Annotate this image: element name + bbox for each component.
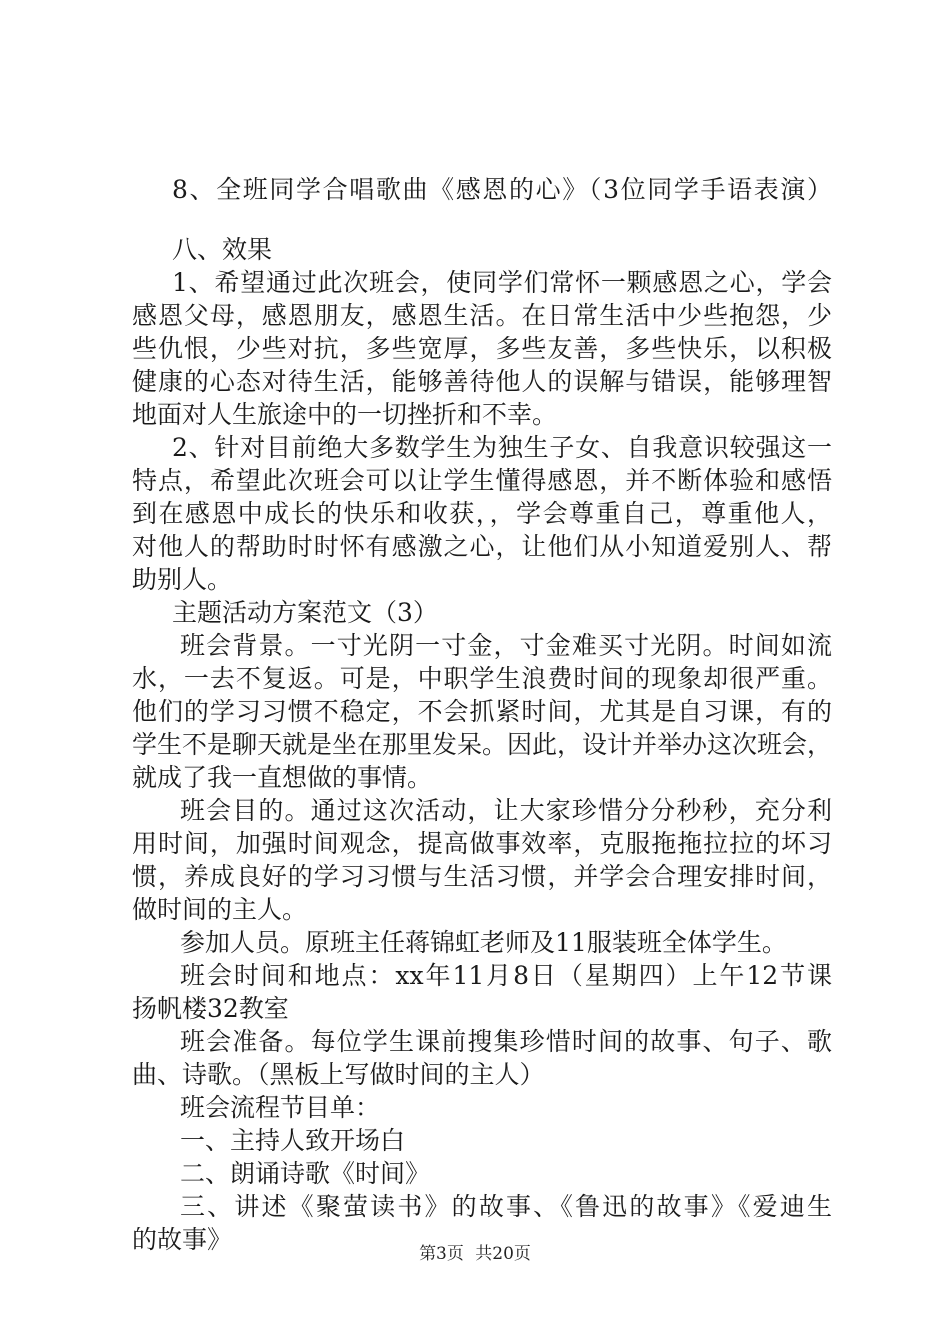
text-line: 三、讲述《聚萤读书》的故事、《鲁迅的故事》《爱迪生 (180, 1192, 832, 1221)
text-line: 对他人的帮助时时怀有感激之心，让他们从小知道爱别人、帮 (132, 532, 832, 561)
text-line: 一、主持人致开场白 (180, 1126, 406, 1155)
text-line: 到在感恩中成长的快乐和收获，，学会尊重自己，尊重他人， (132, 499, 832, 528)
page-total: 共20页 (475, 1244, 531, 1264)
text-line: 班会流程节目单： (180, 1093, 381, 1122)
text-line: 参加人员。原班主任蒋锦虹老师及11服装班全体学生。 (180, 928, 787, 957)
text-line: 他们的学习习惯不稳定，不会抓紧时间，尤其是自习课，有的 (132, 697, 832, 726)
text-line: 班会目的。通过这次活动，让大家珍惜分分秒秒，充分利 (180, 796, 832, 825)
text-line: 些仇恨，少些对抗，多些宽厚，多些友善，多些快乐，以积极 (132, 334, 832, 363)
section-heading: 主题活动方案范文（3） (172, 598, 438, 627)
text-line: 班会准备。每位学生课前搜集珍惜时间的故事、句子、歌 (180, 1027, 832, 1056)
text-line: 水，一去不复返。可是，中职学生浪费时间的现象却很严重。 (132, 664, 832, 693)
text-line: 班会时间和地点：xx年11月8日（星期四）上午12节课 (180, 961, 832, 990)
text-line: 健康的心态对待生活，能够善待他人的误解与错误，能够理智 (132, 367, 832, 396)
text-line: 特点，希望此次班会可以让学生懂得感恩，并不断体验和感悟 (132, 466, 832, 495)
text-line: 惯，养成良好的学习习惯与生活习惯，并学会合理安排时间， (132, 862, 832, 891)
text-line: 地面对人生旅途中的一切挫折和不幸。 (132, 400, 558, 429)
text-line: 做时间的主人。 (132, 895, 308, 924)
text-line: 2、针对目前绝大多数学生为独生子女、自我意识较强这一 (172, 433, 832, 462)
text-line: 助别人。 (132, 565, 233, 594)
text-line: 用时间，加强时间观念，提高做事效率，克服拖拖拉拉的坏习 (132, 829, 832, 858)
text-line: 感恩父母，感恩朋友，感恩生活。在日常生活中少些抱怨，少 (132, 301, 832, 330)
page-number: 第3页 (419, 1244, 464, 1264)
text-line: 曲、诗歌。（黑板上写做时间的主人） (132, 1060, 545, 1089)
text-line: 班会背景。一寸光阴一寸金，寸金难买寸光阴。时间如流 (180, 631, 832, 660)
text-line: 就成了我一直想做的事情。 (132, 763, 433, 792)
text-line: 扬帆楼32教室 (132, 994, 289, 1023)
text-line: 学生不是聊天就是坐在那里发呆。因此，设计并举办这次班会， (132, 730, 832, 759)
text-line: 二、朗诵诗歌《时间》 (180, 1159, 431, 1188)
text-line: 8、全班同学合唱歌曲《感恩的心》（3位同学手语表演） (172, 175, 832, 204)
text-line: 1、希望通过此次班会，使同学们常怀一颗感恩之心，学会 (172, 268, 832, 297)
page-footer (0, 1243, 950, 1265)
text-line: 的故事》 (132, 1225, 233, 1254)
section-heading: 八、效果 (172, 235, 273, 264)
